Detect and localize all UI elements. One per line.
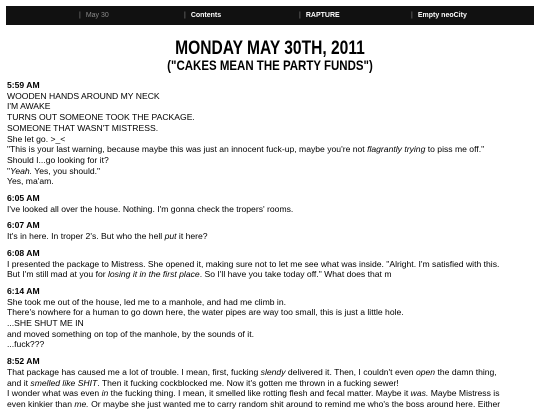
text-segment: Yes, you should." — [32, 165, 101, 176]
entry-line — [7, 399, 533, 410]
emphasis-text: Yeah. — [10, 165, 33, 176]
nav-separator: | — [411, 12, 413, 19]
text-segment: That package has caused me a lot of trouble. I mean, first, fucking — [7, 366, 261, 377]
nav-link-empty-neocity[interactable] — [411, 6, 467, 25]
log-entry — [7, 80, 533, 187]
entry-timestamp: 6:05 AM — [7, 193, 40, 204]
log-entry — [7, 220, 533, 241]
text-segment: Should I...go looking for it? — [7, 154, 109, 165]
log-entry — [7, 286, 533, 350]
entry-line — [7, 329, 533, 340]
text-segment: It's in here. In troper 2's. But who the hell — [7, 231, 165, 242]
emphasis-text: flagrantly trying — [367, 144, 426, 155]
text-segment: I've looked all over the house. Nothing. I'm gonna check the tropers' rooms. — [7, 203, 294, 214]
emphasis-text: me. — [74, 398, 89, 409]
entry-line — [7, 91, 533, 102]
emphasis-text: smelled like SHIT — [30, 377, 98, 388]
entry-line — [7, 112, 533, 123]
text-segment: even kinkier than — [7, 398, 75, 409]
text-segment: and it — [7, 377, 31, 388]
text-segment: "This is your last warning, because maybe this was just an innocent fuck-up, maybe you're not — [7, 144, 368, 155]
entry-timestamp: 8:52 AM — [7, 356, 40, 367]
text-segment: But I'm still mad at you for — [7, 269, 108, 280]
emphasis-text: in — [101, 388, 109, 399]
nav-separator: | — [299, 12, 301, 19]
entry-line — [7, 204, 533, 215]
text-segment: I presented the package to Mistress. She opened it, making sure not to let me see what was inside. "Alright. I'm satisfied with this. — [7, 258, 500, 269]
text-segment: . Then it fucking cockblocked me. Now it's gotten me thrown in a fucking sewer! — [97, 377, 399, 388]
entry-line — [7, 378, 533, 389]
entry-line — [7, 269, 533, 280]
text-segment: delivered it. Then, I couldn't even — [285, 366, 416, 377]
entry-line — [7, 388, 533, 399]
entry-line — [7, 176, 533, 187]
text-segment: Maybe Mistress is — [428, 388, 500, 399]
entry-line — [7, 339, 533, 350]
nav-label: May 30 — [85, 12, 109, 19]
nav-link-may-30[interactable] — [79, 6, 109, 25]
text-segment: Or maybe she just wanted me to carry random shit around to remind me who's the boss around here. Either — [88, 398, 501, 409]
log-entry — [7, 356, 533, 410]
text-segment: " — [7, 165, 11, 176]
entry-line — [7, 144, 533, 155]
top-nav-bar — [6, 6, 534, 25]
entry-timestamp: 6:14 AM — [7, 285, 40, 296]
entry-line — [7, 123, 533, 134]
emphasis-text: slendy — [260, 366, 286, 377]
entry-line — [7, 231, 533, 242]
emphasis-text: put — [164, 231, 177, 242]
entry-timestamp: 6:07 AM — [7, 220, 40, 231]
log-content — [7, 80, 533, 410]
nav-label: RAPTURE — [305, 12, 340, 19]
page-subtitle: ("CAKES MEAN THE PARTY FUNDS") — [167, 57, 373, 73]
entry-line — [7, 297, 533, 308]
entry-line — [7, 318, 533, 329]
nav-link-rapture[interactable] — [299, 6, 340, 25]
text-segment: Yes, ma'am. — [7, 176, 54, 187]
text-segment: She let go. >_< — [7, 133, 66, 144]
entry-line — [7, 155, 533, 166]
text-segment: and moved something on top of the manhole, by the sounds of it. — [7, 328, 254, 339]
text-segment: SOMEONE THAT WASN'T MISTRESS. — [7, 122, 159, 133]
text-segment: it here? — [176, 231, 208, 242]
entry-line — [7, 101, 533, 112]
text-segment: to piss me off." — [425, 144, 485, 155]
text-segment: There's nowhere for a human to go down here, the water pipes are way too small, this is just a little hole. — [7, 307, 404, 318]
text-segment: I wonder what was even — [7, 388, 102, 399]
entry-line — [7, 367, 533, 378]
entry-line — [7, 166, 533, 177]
text-segment: the damn thing, — [435, 366, 497, 377]
entry-line — [7, 259, 533, 270]
nav-link-contents[interactable] — [184, 6, 221, 25]
entry-timestamp: 6:08 AM — [7, 247, 40, 258]
text-segment: ...SHE SHUT ME IN — [7, 318, 84, 329]
entry-timestamp: 5:59 AM — [7, 80, 40, 90]
emphasis-text: was. — [410, 388, 429, 399]
text-segment: WOODEN HANDS AROUND MY NECK — [7, 90, 160, 101]
text-segment: . So I'll have you take today off." What does that m — [199, 269, 392, 280]
nav-separator: | — [79, 12, 81, 19]
text-segment: She took me out of the house, led me to a manhole, and had me climb in. — [7, 296, 286, 307]
log-entry — [7, 193, 533, 214]
emphasis-text: open — [415, 366, 436, 377]
text-segment: ...fuck??? — [7, 339, 45, 350]
emphasis-text: losing it in the first place — [107, 269, 200, 280]
entry-line — [7, 134, 533, 145]
nav-separator: | — [184, 12, 186, 19]
entry-line — [7, 307, 533, 318]
nav-label: Contents — [190, 12, 222, 19]
page-title: MONDAY MAY 30TH, 2011 — [175, 38, 365, 59]
text-segment: the fucking thing. I mean, it smelled like rotting flesh and fecal matter. Maybe it — [108, 388, 411, 399]
log-entry — [7, 248, 533, 280]
nav-label: Empty neoCity — [417, 12, 467, 19]
text-segment: I'M AWAKE — [7, 101, 51, 112]
text-segment: TURNS OUT SOMEONE TOOK THE PACKAGE. — [7, 112, 195, 123]
